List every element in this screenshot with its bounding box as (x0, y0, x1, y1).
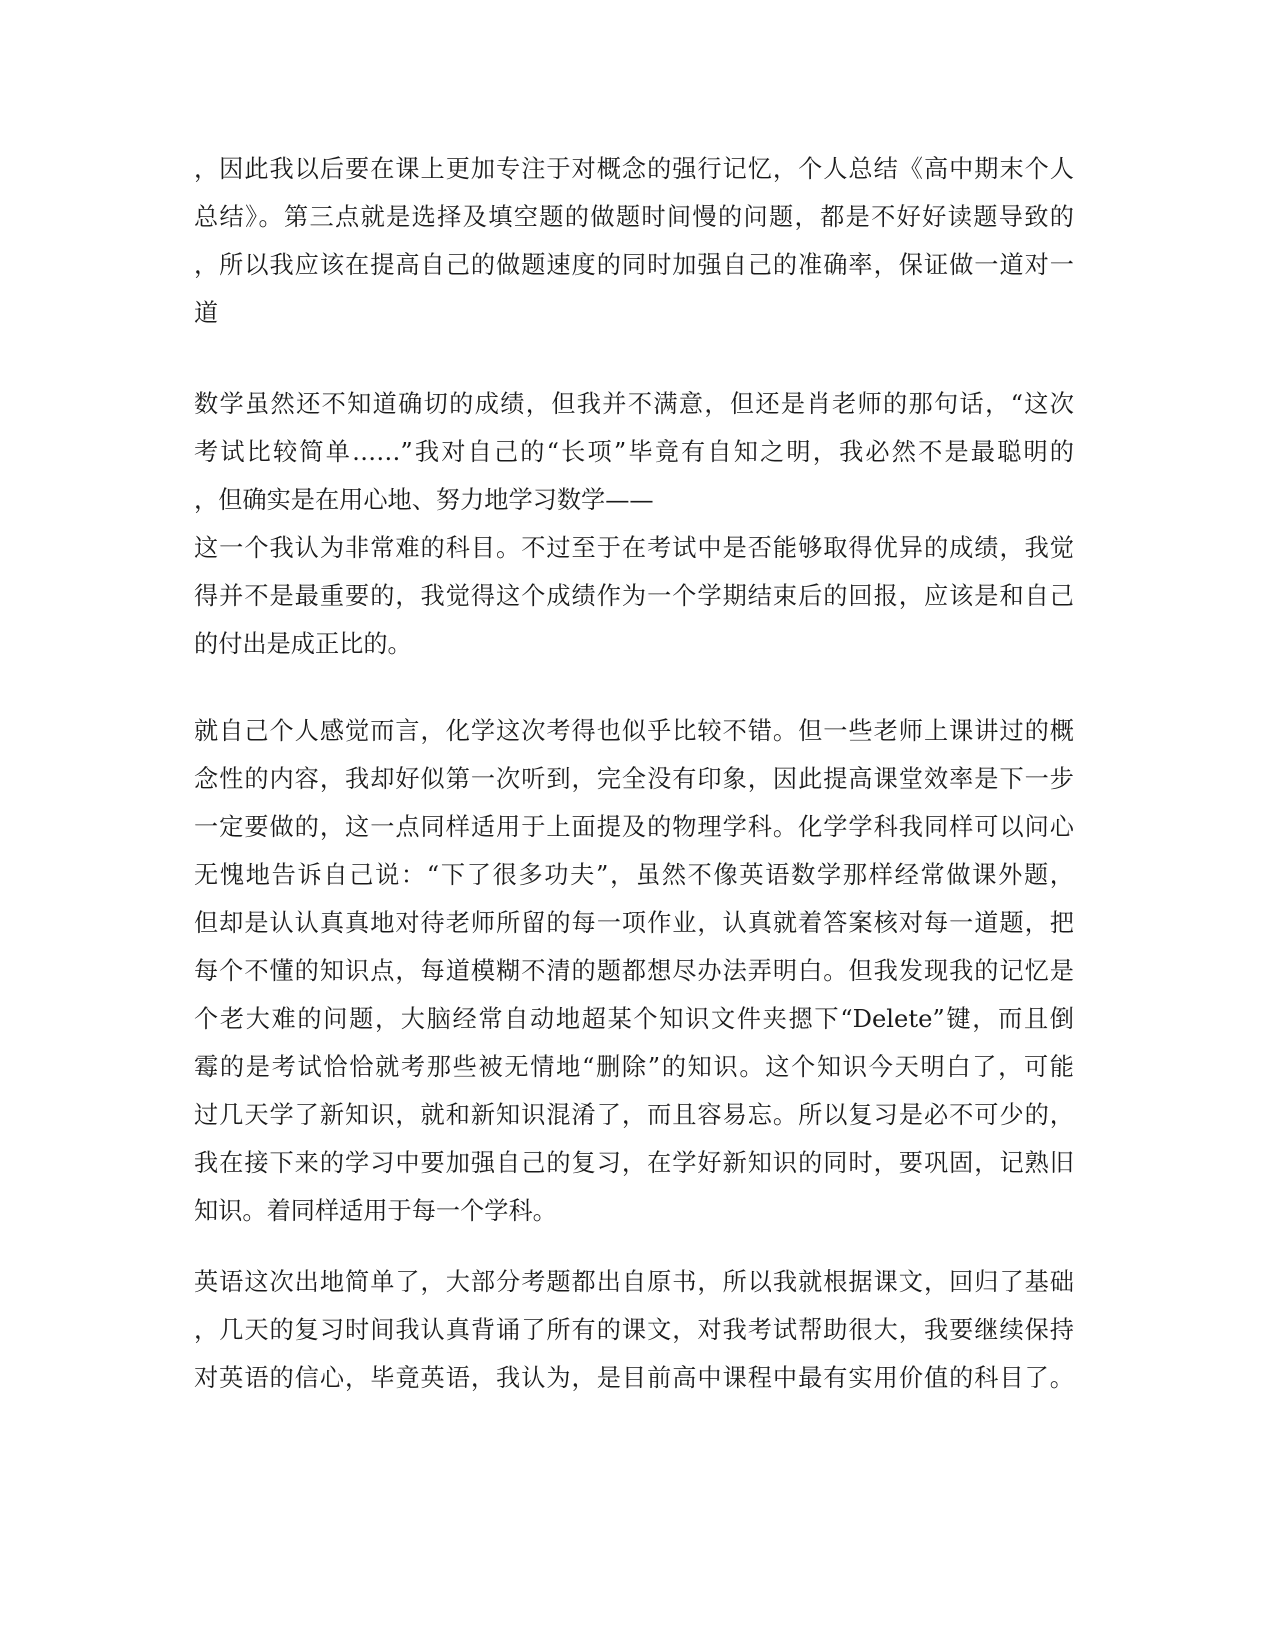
paragraph-line: 得并不是最重要的，我觉得这个成绩作为一个学期结束后的回报，应该是和自己 (194, 582, 1074, 610)
paragraph-line: 考试比较简单……”我对自己的“长项”毕竟有自知之明，我必然不是最聪明的 (194, 438, 1074, 466)
paragraph-line: 知识。着同样适用于每一个学科。 (194, 1197, 557, 1225)
paragraph-line: 过几天学了新知识，就和新知识混淆了，而且容易忘。所以复习是必不可少的， (194, 1101, 1074, 1129)
paragraph-line: 对英语的信心，毕竟英语，我认为，是目前高中课程中最有实用价值的科目了。 (194, 1364, 1074, 1392)
paragraph-line: ，但确实是在用心地、努力地学习数学—— (194, 486, 654, 514)
paragraph-line: 这一个我认为非常难的科目。不过至于在考试中是否能够取得优异的成绩，我觉 (194, 534, 1074, 562)
paragraph-line: ，几天的复习时间我认真背诵了所有的课文，对我考试帮助很大，我要继续保持 (194, 1316, 1074, 1344)
paragraph-line: 无愧地告诉自己说：“下了很多功夫”，虽然不像英语数学那样经常做课外题， (194, 861, 1074, 889)
paragraph-line: 我在接下来的学习中要加强自己的复习，在学好新知识的同时，要巩固，记熟旧 (194, 1149, 1074, 1177)
paragraph-line: 数学虽然还不知道确切的成绩，但我并不满意，但还是肖老师的那句话，“这次 (194, 390, 1074, 418)
paragraph-line: 的付出是成正比的。 (194, 630, 412, 658)
paragraph-1 (194, 145, 1074, 337)
paragraph-3 (194, 707, 1074, 1235)
paragraph-line: 道 (194, 299, 219, 327)
paragraph-2 (194, 380, 1074, 668)
paragraph-line: 一定要做的，这一点同样适用于上面提及的物理学科。化学学科我同样可以问心 (194, 813, 1074, 841)
paragraph-line: 但却是认认真真地对待老师所留的每一项作业，认真就着答案核对每一道题，把 (194, 909, 1074, 937)
paragraph-line: 霉的是考试恰恰就考那些被无情地“删除”的知识。这个知识今天明白了，可能 (194, 1053, 1074, 1081)
paragraph-line: ，因此我以后要在课上更加专注于对概念的强行记忆，个人总结《高中期末个人 (194, 155, 1074, 183)
paragraph-line: ，所以我应该在提高自己的做题速度的同时加强自己的准确率，保证做一道对一 (194, 251, 1074, 279)
paragraph-line: 英语这次出地简单了，大部分考题都出自原书，所以我就根据课文，回归了基础 (194, 1268, 1074, 1296)
paragraph-line: 每个不懂的知识点，每道模糊不清的题都想尽办法弄明白。但我发现我的记忆是 (194, 957, 1074, 985)
paragraph-line: 念性的内容，我却好似第一次听到，完全没有印象，因此提高课堂效率是下一步 (194, 765, 1074, 793)
paragraph-line: 总结》。第三点就是选择及填空题的做题时间慢的问题，都是不好好读题导致的 (194, 203, 1074, 231)
paragraph-4 (194, 1258, 1074, 1402)
paragraph-line: 个老大难的问题，大脑经常自动地超某个知识文件夹摁下“Delete”键，而且倒 (194, 1005, 1074, 1033)
paragraph-line: 就自己个人感觉而言，化学这次考得也似乎比较不错。但一些老师上课讲过的概 (194, 717, 1074, 745)
